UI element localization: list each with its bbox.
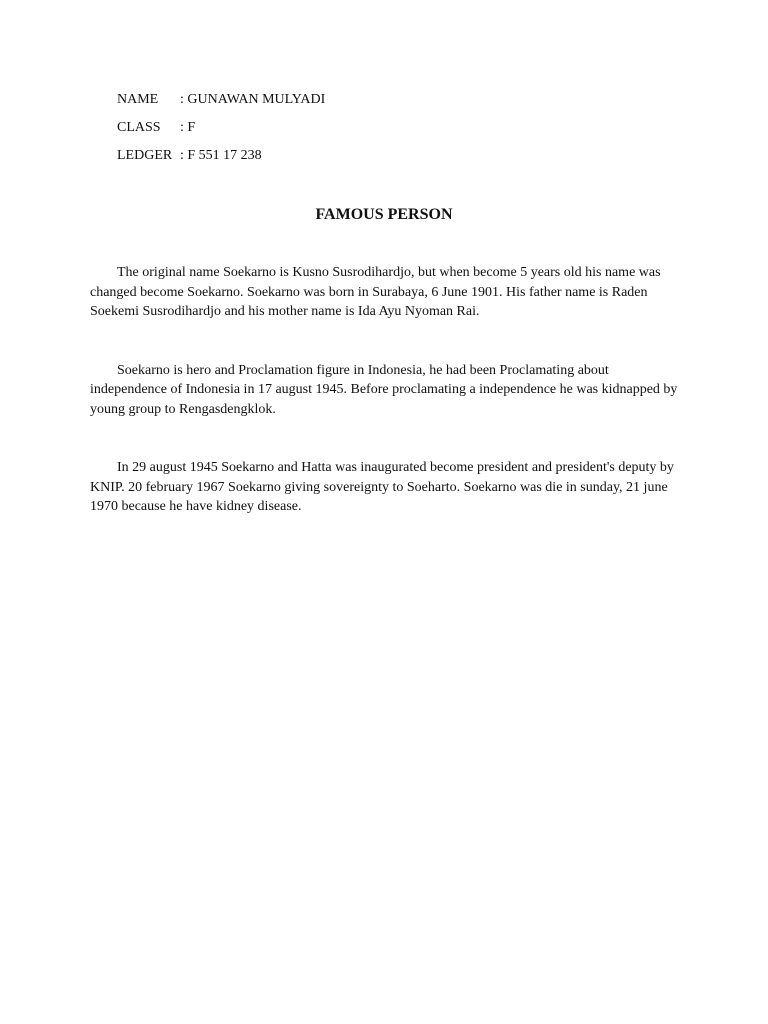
class-label: CLASS — [117, 120, 161, 135]
ledger-label: LEDGER — [117, 148, 173, 163]
name-value: : GUNAWAN MULYADI — [180, 92, 326, 107]
name-label: NAME — [117, 92, 159, 107]
paragraph-3: In 29 august 1945 Soekarno and Hatta was inaugurated become president and president's deputy by KNIP. 20 february 1967 Soekarno giving sovereignty to Soeharto. Soekarno was die in sunday, 21 june 1970 because he have kidney disease. — [90, 460, 674, 514]
document-body — [90, 263, 680, 556]
info-row-class — [117, 118, 325, 146]
info-row-name — [117, 90, 325, 118]
paragraph-1: The original name Soekarno is Kusno Susrodihardjo, but when become 5 years old his name was changed become Soekarno. Soekarno was born in Surabaya, 6 June 1901. His father name is Raden Soekemi Susrodihardjo and his mother name is Ida Ayu Nyoman Rai. — [90, 265, 661, 319]
student-info-table — [117, 90, 325, 174]
ledger-value: : F 551 17 238 — [180, 148, 262, 163]
document-title: FAMOUS PERSON — [315, 206, 453, 223]
class-value: : F — [180, 120, 196, 135]
info-row-ledger — [117, 146, 325, 174]
paragraph-2: Soekarno is hero and Proclamation figure in Indonesia, he had been Proclamating about independence of Indonesia in 17 august 1945. Before proclamating a independence he was kidnapped by young group to Rengasdengklok. — [90, 362, 678, 417]
